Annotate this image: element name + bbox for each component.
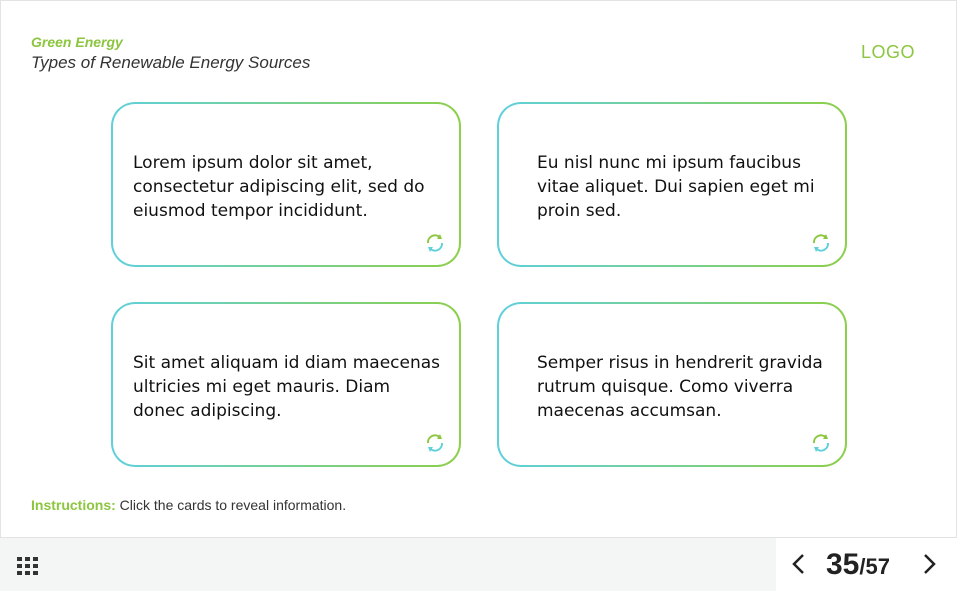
player-bar: [0, 537, 957, 591]
card-text: Eu nisl nunc mi ipsum faucibus vitae aliquet. Dui sapien eget mi proin sed.: [537, 153, 815, 221]
card-body: [499, 104, 845, 265]
info-card-1[interactable]: [111, 102, 461, 267]
flip-icon: [809, 431, 833, 455]
chevron-right-icon[interactable]: [922, 553, 938, 575]
page-navigation: [776, 538, 957, 591]
flip-icon: [423, 431, 447, 455]
instructions: [31, 497, 346, 513]
current-page: 35: [826, 548, 860, 581]
grid-menu-icon[interactable]: [17, 557, 39, 575]
slide-subtitle: Types of Renewable Energy Sources: [31, 53, 311, 72]
card-text: Sit amet aliquam id diam maecenas ultricies mi eget mauris. Diam donec adipiscing.: [133, 353, 441, 421]
info-card-2[interactable]: [497, 102, 847, 267]
info-card-3[interactable]: [111, 302, 461, 467]
course-title: Green Energy: [31, 34, 123, 50]
card-text: Lorem ipsum dolor sit amet, consectetur adipiscing elit, sed do eiusmod tempor incididunt.: [133, 153, 425, 221]
logo: LOGO: [861, 42, 916, 62]
flip-icon: [809, 231, 833, 255]
chevron-left-icon[interactable]: [790, 553, 806, 575]
card-body: [499, 304, 845, 465]
page-counter: [826, 548, 890, 582]
instructions-label: Instructions:: [31, 497, 116, 513]
info-card-4[interactable]: [497, 302, 847, 467]
card-body: [113, 304, 459, 465]
total-pages: /57: [859, 554, 890, 579]
card-body: [113, 104, 459, 265]
flip-icon: [423, 231, 447, 255]
card-text: Semper risus in hendrerit gravida rutrum quisque. Como viverra maecenas accumsan.: [537, 353, 823, 421]
instructions-text: Click the cards to reveal information.: [115, 497, 347, 513]
